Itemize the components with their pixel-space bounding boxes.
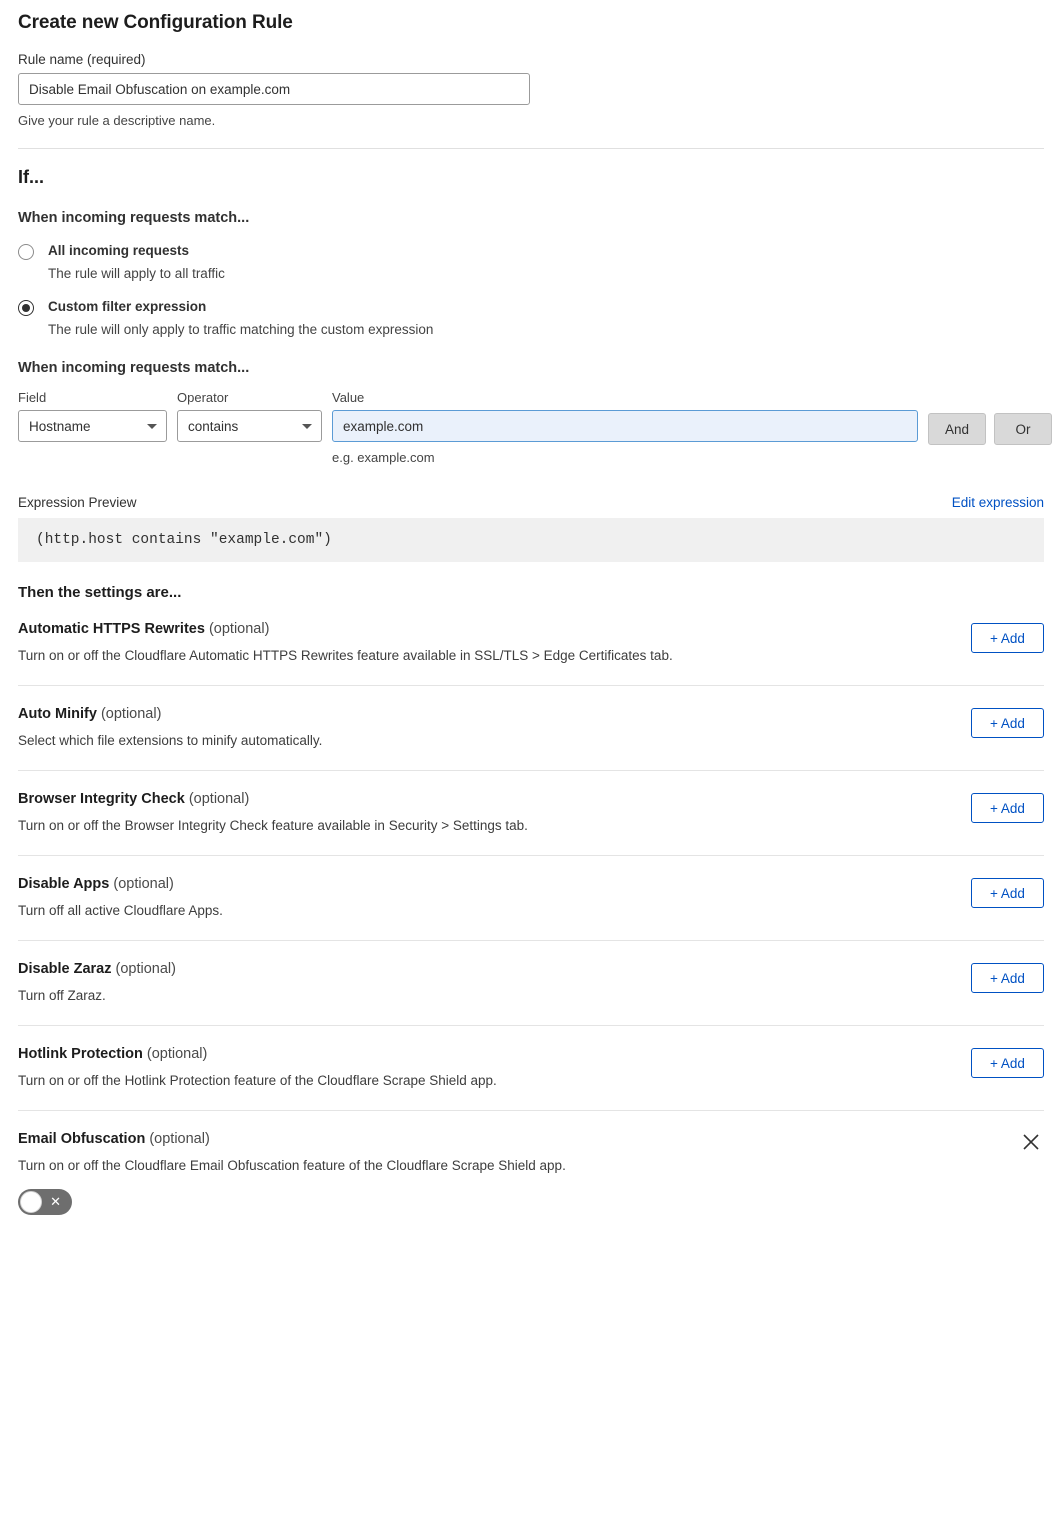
radio-label: Custom filter expression xyxy=(48,299,207,315)
setting-description: Turn on or off the Cloudflare Automatic HTTPS Rewrites feature available in SSL/TLS > Edge Certificates tab. xyxy=(18,648,673,664)
rule-name-helper: Give your rule a descriptive name. xyxy=(18,113,216,128)
chevron-down-icon xyxy=(147,424,157,429)
setting-name: Automatic HTTPS Rewrites xyxy=(18,621,205,638)
radio-option-custom-filter-expression[interactable] xyxy=(18,298,1044,338)
expression-preview-label: Expression Preview xyxy=(18,495,137,511)
match-heading: When incoming requests match... xyxy=(18,210,250,226)
setting-description: Turn on or off the Hotlink Protection feature of the Cloudflare Scrape Shield app. xyxy=(18,1073,497,1089)
toggle-off-icon: ✕ xyxy=(50,1194,61,1210)
setting-optional-tag: (optional) xyxy=(208,621,270,638)
setting-name: Hotlink Protection xyxy=(18,1046,143,1063)
setting-optional-tag: (optional) xyxy=(113,876,174,893)
setting-title xyxy=(18,876,1044,892)
expression-builder-row xyxy=(18,390,1044,465)
setting-description: Turn on or off the Browser Integrity Check feature available in Security > Settings tab. xyxy=(18,818,528,834)
setting-optional-tag: (optional) xyxy=(188,791,250,808)
setting-optional-tag: (optional) xyxy=(100,706,162,723)
rule-name-group xyxy=(18,52,1044,128)
setting-title xyxy=(18,1046,1044,1062)
radio-description: The rule will only apply to traffic matching the custom expression xyxy=(48,321,434,337)
setting-name: Browser Integrity Check xyxy=(18,791,185,808)
value-input[interactable] xyxy=(332,410,918,442)
setting-title xyxy=(18,621,1044,637)
add-setting-button[interactable]: + Add xyxy=(971,708,1044,738)
setting-description: Turn off all active Cloudflare Apps. xyxy=(18,903,223,919)
add-setting-button[interactable]: + Add xyxy=(971,1048,1044,1078)
setting-title xyxy=(18,706,1044,722)
setting-hotlink-protection xyxy=(18,1026,1044,1111)
setting-description: Turn off Zaraz. xyxy=(18,988,106,1004)
setting-description: Turn on or off the Cloudflare Email Obfuscation feature of the Cloudflare Scrape Shield app. xyxy=(18,1158,566,1174)
or-button[interactable]: Or xyxy=(994,413,1052,445)
rule-name-label: Rule name (required) xyxy=(18,52,146,67)
value-label: Value xyxy=(332,390,365,406)
and-button[interactable]: And xyxy=(928,413,986,445)
setting-disable-apps xyxy=(18,856,1044,941)
setting-optional-tag: (optional) xyxy=(115,961,176,978)
setting-email-obfuscation xyxy=(18,1111,1044,1237)
setting-title xyxy=(18,791,1044,807)
setting-automatic-https-rewrites xyxy=(18,601,1044,686)
operator-select[interactable] xyxy=(177,410,322,442)
radio-icon[interactable] xyxy=(18,244,34,260)
page-title: Create new Configuration Rule xyxy=(18,12,293,33)
operator-label: Operator xyxy=(177,390,229,406)
setting-title xyxy=(18,961,1044,977)
chevron-down-icon xyxy=(302,424,312,429)
setting-name: Auto Minify xyxy=(18,706,97,723)
divider xyxy=(18,148,1044,149)
value-hint: e.g. example.com xyxy=(332,450,435,466)
field-select[interactable] xyxy=(18,410,167,442)
expression-preview-box: (http.host contains "example.com") xyxy=(18,518,1044,562)
setting-description: Select which file extensions to minify automatically. xyxy=(18,733,323,749)
operator-column xyxy=(177,390,322,442)
field-column xyxy=(18,390,167,442)
add-setting-button[interactable]: + Add xyxy=(971,878,1044,908)
setting-optional-tag: (optional) xyxy=(146,1046,208,1063)
setting-title xyxy=(18,1131,1044,1147)
setting-auto-minify xyxy=(18,686,1044,771)
setting-optional-tag: (optional) xyxy=(149,1131,210,1148)
toggle-knob xyxy=(20,1191,42,1213)
add-setting-button[interactable]: + Add xyxy=(971,963,1044,993)
expression-preview-header xyxy=(18,495,1044,510)
field-label: Field xyxy=(18,390,47,406)
add-setting-button[interactable]: + Add xyxy=(971,793,1044,823)
email-obfuscation-toggle[interactable] xyxy=(18,1189,72,1215)
then-section-heading: Then the settings are... xyxy=(18,584,182,602)
radio-label: All incoming requests xyxy=(48,243,190,258)
value-column xyxy=(332,390,918,465)
close-icon[interactable] xyxy=(1020,1131,1042,1153)
setting-name: Disable Zaraz xyxy=(18,961,112,978)
setting-name: Disable Apps xyxy=(18,876,110,893)
setting-browser-integrity-check xyxy=(18,771,1044,856)
if-section-heading: If... xyxy=(18,167,44,187)
logical-operator-buttons xyxy=(928,413,1052,445)
edit-expression-link[interactable]: Edit expression xyxy=(951,495,1044,511)
setting-name: Email Obfuscation xyxy=(18,1131,146,1148)
field-select-value: Hostname xyxy=(29,418,91,434)
radio-description: The rule will apply to all traffic xyxy=(48,265,225,281)
radio-option-all-incoming-requests[interactable] xyxy=(18,242,1044,282)
setting-disable-zaraz xyxy=(18,941,1044,1026)
add-setting-button[interactable]: + Add xyxy=(971,623,1044,653)
operator-select-value: contains xyxy=(188,418,239,434)
rule-name-input[interactable] xyxy=(18,73,530,105)
expression-builder-heading: When incoming requests match... xyxy=(18,360,250,377)
radio-icon-selected[interactable] xyxy=(18,300,34,316)
